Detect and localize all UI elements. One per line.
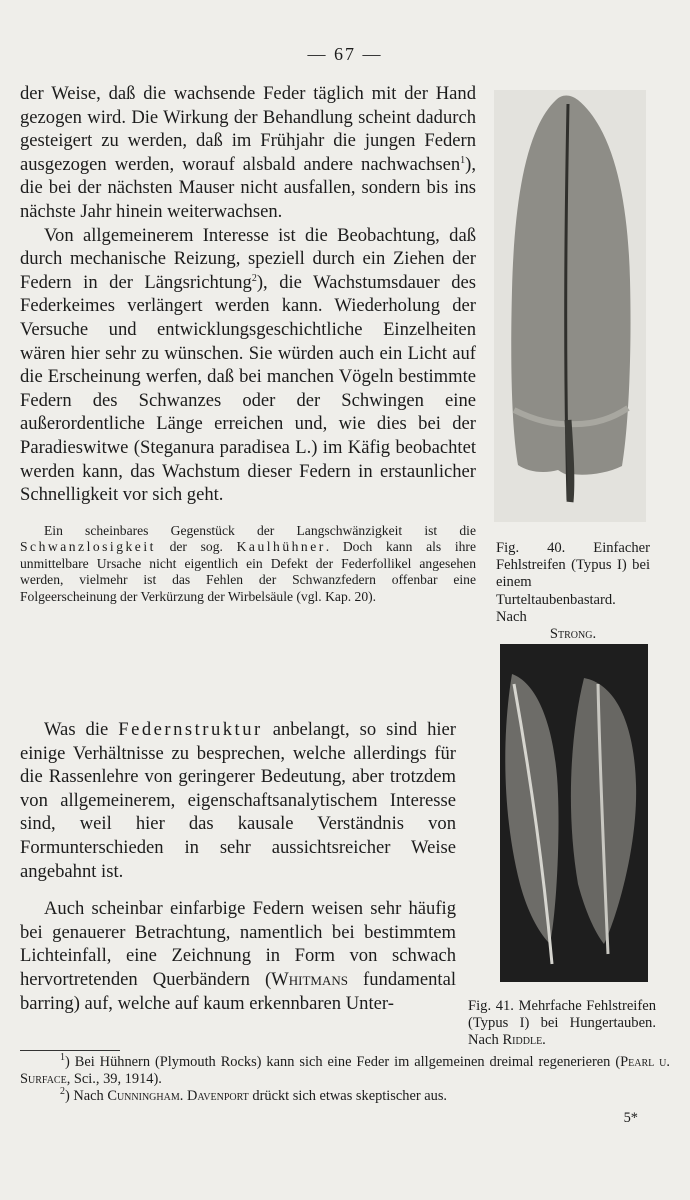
feather-illustration-pair: [500, 644, 648, 982]
footnote-1: $^1$) Bei Hühnern (Plymouth Rocks) kann sich eine Feder im allgemeinen dreimal regenerieren (Pearl u. Surface, Sci., 39, 1914).: [20, 1052, 670, 1088]
footnote-divider: [20, 1050, 120, 1051]
figure-40-caption: Fig. 40. Einfacher Fehlstreifen (Typus I) bei einem Turteltaubenbastard. Nach Strong.: [496, 540, 650, 643]
sheet-signature: 5*: [623, 1110, 638, 1126]
paragraph-2: Von allgemeinerem Interesse ist die Beobachtung, daß durch mechanische Reizung, speziell durch ein Ziehen der Federn in der Längsrichtung$^2$), die Wachstumsdauer des Federkeimes verlängert werden kann. Wiederholung der Versuche und entwicklungsgeschichtliche Einzelheiten wären hier sehr zu wünschen. Sie würden auch ein Licht auf die Erscheinung werfen, daß bei manchen Vögeln bestimmte Federn des Schwanzes oder der Schwingen eine außerordentliche Länge erreichen und, wie dies bei der Paradieswitwe (Steganura paradisea L.) im Käfig beobachtet werden kann, das Wachstum dieser Federn in erstaunlicher Schnelligkeit vor sich geht.: [20, 224, 476, 506]
feather-illustration-single: [494, 90, 646, 522]
main-column: [20, 82, 476, 606]
footnote-2: $^2$) Nach Cunningham. Davenport drückt sich etwas skeptischer aus.: [60, 1086, 448, 1105]
figure-41-caption: Fig. 41. Mehrfache Fehlstreifen (Typus I) bei Hungertauben. Nach Riddle.: [468, 998, 656, 1049]
page-number: — 67 —: [307, 44, 383, 64]
paragraph-1: der Weise, daß die wachsende Feder täglich mit der Hand gezogen wird. Die Wirkung der Behandlung scheint dadurch gesteigert zu werden, daß im Frühjahr die jungen Federn ausgezogen werden, worauf alsbald andere nachwachsen$^1$), die bei der nächsten Mauser nicht ausfallen, sondern bis ins nächste Jahr hinein weiterwachsen.: [20, 83, 476, 222]
footnotes: [20, 1054, 670, 1106]
figure-40-feather-photo: [494, 90, 646, 522]
footnote-ref-1[interactable]: 1: [460, 154, 466, 166]
paragraph-3: Was die Federnstruktur anbelangt, so sind hier einige Verhältnisse zu besprechen, welche allerdings für die Rassenlehre von geringerer Bedeutung, aber trotzdem von allgemeinerem, eigenschaftsanalytischem Interesse sind, weil hier das kausale Verständnis von Formunterschieden in sehr aussichtsreicher Weise angebahnt ist.: [20, 719, 456, 882]
paragraph-4: Auch scheinbar einfarbige Federn weisen sehr häufig bei genauerer Betrachtung, namentlich bei bestimmtem Lichteinfall, eine Zeichnung in Form von schwach hervortretenden Querbändern (Whitmans fundamental barring) auf, welche auf kaum erkennbaren Unter-: [20, 898, 456, 1014]
section-feather-structure: [20, 718, 456, 1015]
small-print-paragraph: Ein scheinbares Gegenstück der Langschwänzigkeit ist die Schwanzlosigkeit der sog. Kaulhühner. Doch kann als ihre unmittelbare Ursache nicht eigentlich ein Defekt der Federfollikel angesehen werden, vielmehr ist das Fehlen der Schwanzfedern offenbar eine Folgeerscheinung der Verkürzung der Wirbelsäule (vgl. Kap. 20).: [20, 522, 476, 605]
footnote-ref-2[interactable]: 2: [251, 272, 257, 284]
figure-41-feathers-photo: [500, 644, 648, 982]
